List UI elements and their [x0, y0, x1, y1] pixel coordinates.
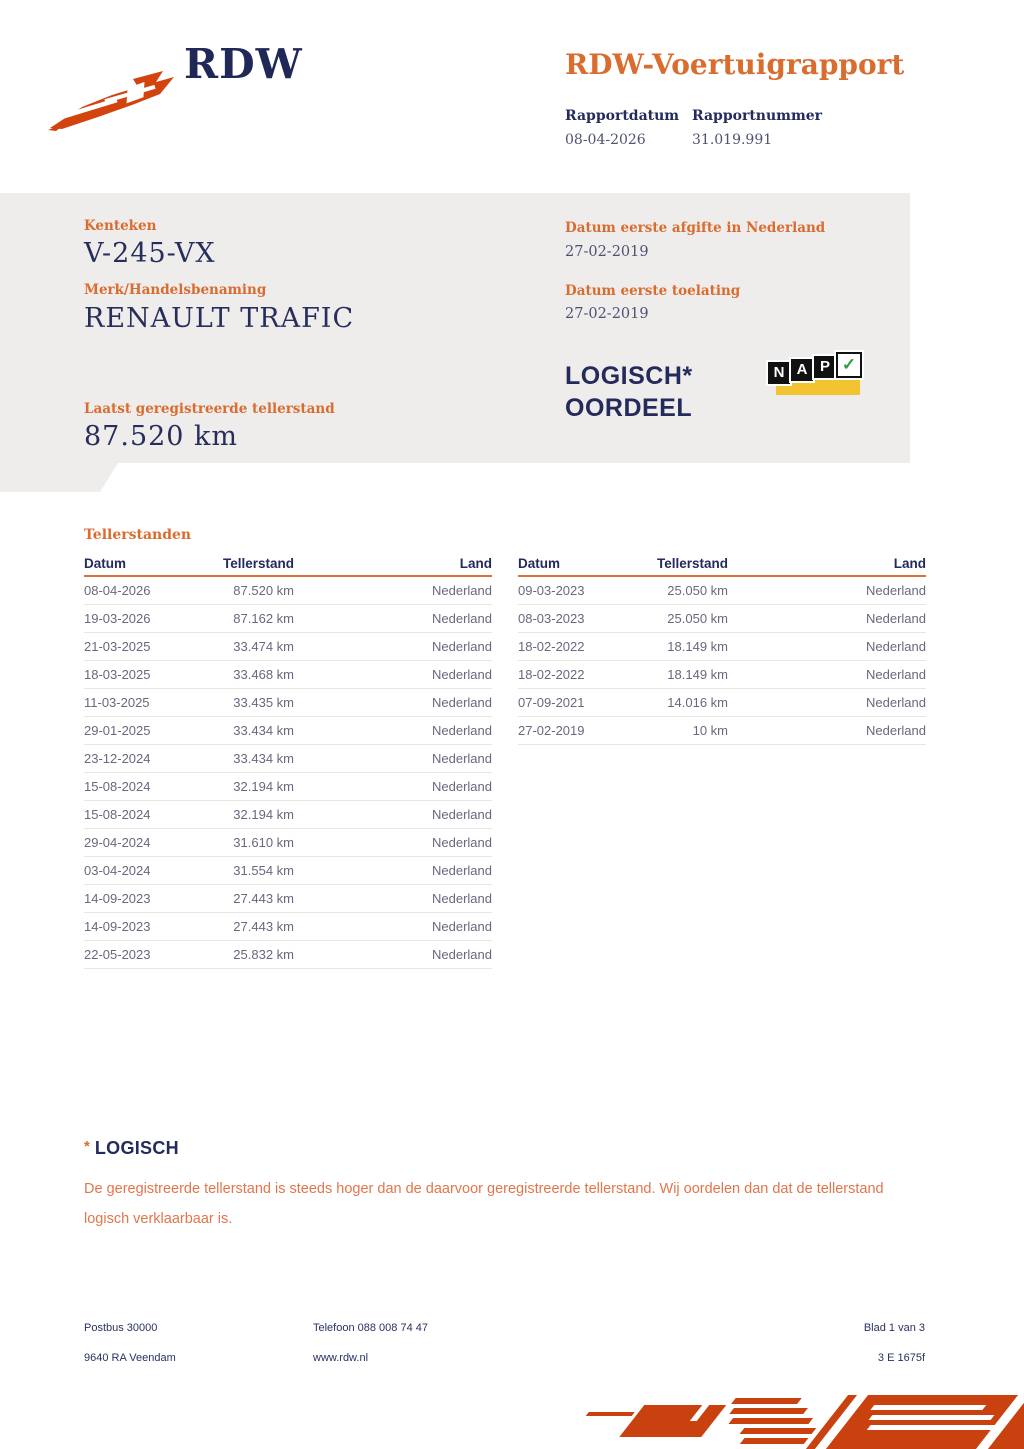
table-row	[84, 941, 492, 969]
table-row	[518, 605, 926, 633]
toelating-value: 27-02-2019	[565, 306, 649, 322]
meter-date: 18-02-2022	[518, 639, 585, 654]
meter-country: Nederland	[432, 807, 492, 822]
nap-check-icon: ✓	[836, 352, 862, 378]
table-row	[84, 745, 492, 773]
meter-reading: 14.016 km	[667, 695, 728, 710]
meter-country: Nederland	[432, 611, 492, 626]
meter-country: Nederland	[866, 667, 926, 682]
rdw-logo-swoosh-icon	[46, 50, 178, 134]
meter-country: Nederland	[432, 919, 492, 934]
meter-date: 03-04-2024	[84, 863, 151, 878]
col-header-land: Land	[459, 556, 492, 571]
meter-country: Nederland	[866, 611, 926, 626]
col-header-datum: Datum	[518, 556, 561, 571]
meter-date: 29-04-2024	[84, 835, 151, 850]
meter-country: Nederland	[866, 695, 926, 710]
report-date-label: Rapportdatum	[565, 108, 680, 124]
meter-date: 09-03-2023	[518, 583, 585, 598]
meter-date: 21-03-2025	[84, 639, 151, 654]
table-row	[84, 773, 492, 801]
meter-country: Nederland	[866, 639, 926, 654]
meter-country: Nederland	[432, 723, 492, 738]
meter-date: 14-09-2023	[84, 919, 151, 934]
meter-date: 08-03-2023	[518, 611, 585, 626]
footer-phone: Telefoon 088 008 74 47	[313, 1322, 428, 1334]
oordeel-text	[565, 360, 693, 424]
meter-reading: 33.435 km	[233, 695, 294, 710]
meter-date: 27-02-2019	[518, 723, 585, 738]
table-row	[518, 577, 926, 605]
table-row	[84, 661, 492, 689]
meter-reading: 25.832 km	[233, 947, 294, 962]
table-row	[518, 689, 926, 717]
tellerstanden-table-right	[518, 551, 926, 745]
tellerstanden-section-title: Tellerstanden	[84, 527, 192, 543]
table-row	[518, 717, 926, 745]
table-row	[84, 577, 492, 605]
meter-date: 11-03-2025	[84, 695, 150, 710]
meter-reading: 25.050 km	[667, 583, 728, 598]
merk-label: Merk/Handelsbenaming	[84, 282, 267, 298]
meter-reading: 31.554 km	[233, 863, 294, 878]
meter-date: 15-08-2024	[84, 779, 151, 794]
meter-date: 08-04-2026	[84, 583, 151, 598]
table-row	[84, 717, 492, 745]
meter-country: Nederland	[432, 751, 492, 766]
meter-reading: 31.610 km	[233, 835, 294, 850]
meter-reading: 32.194 km	[233, 807, 294, 822]
footer-address-line2: 9640 RA Veendam	[84, 1352, 176, 1364]
footer-website: www.rdw.nl	[313, 1352, 369, 1364]
meter-country: Nederland	[432, 695, 492, 710]
meter-country: Nederland	[866, 583, 926, 598]
meter-reading: 33.434 km	[233, 751, 294, 766]
meter-reading: 33.468 km	[233, 667, 294, 682]
table-header	[84, 551, 492, 577]
rdw-bottom-stripes-icon	[584, 1390, 1024, 1449]
table-row	[84, 801, 492, 829]
col-header-datum: Datum	[84, 556, 127, 571]
meter-country: Nederland	[866, 723, 926, 738]
kenteken-label: Kenteken	[84, 218, 157, 234]
meter-date: 14-09-2023	[84, 891, 151, 906]
report-date-value: 08-04-2026	[565, 132, 646, 148]
meter-reading: 87.162 km	[233, 611, 294, 626]
report-number-label: Rapportnummer	[692, 108, 823, 124]
table-row	[84, 857, 492, 885]
table-row	[84, 829, 492, 857]
meter-country: Nederland	[432, 779, 492, 794]
oordeel-line1: LOGISCH*	[565, 362, 693, 390]
table-row	[84, 689, 492, 717]
page-footer	[84, 1322, 925, 1382]
logisch-heading	[84, 1138, 179, 1159]
merk-value: RENAULT TRAFIC	[84, 303, 355, 334]
nap-letter-a: A	[789, 357, 815, 383]
table-row	[84, 885, 492, 913]
meter-country: Nederland	[432, 835, 492, 850]
meter-country: Nederland	[432, 667, 492, 682]
nap-letter-p: P	[812, 354, 838, 380]
meter-country: Nederland	[432, 863, 492, 878]
meter-reading: 25.050 km	[667, 611, 728, 626]
nap-letter-n: N	[766, 360, 792, 386]
meter-date: 29-01-2025	[84, 723, 151, 738]
footer-page-number: Blad 1 van 3	[863, 1322, 925, 1334]
meter-reading: 18.149 km	[667, 667, 728, 682]
tellerstanden-table-left	[84, 551, 492, 969]
rdw-logo-text: RDW	[184, 40, 303, 88]
table-row	[84, 605, 492, 633]
meter-date: 18-03-2025	[84, 667, 151, 682]
footer-address-line1: Postbus 30000	[84, 1322, 158, 1334]
logisch-asterisk: *	[84, 1138, 90, 1155]
logisch-title: LOGISCH	[94, 1138, 179, 1158]
meter-country: Nederland	[432, 947, 492, 962]
meter-country: Nederland	[432, 583, 492, 598]
meter-country: Nederland	[432, 639, 492, 654]
col-header-tellerstand: Tellerstand	[222, 556, 294, 571]
oordeel-line2: OORDEEL	[565, 394, 693, 422]
meter-reading: 10 km	[692, 723, 728, 738]
table-header	[518, 551, 926, 577]
nap-logo	[766, 352, 864, 400]
meter-date: 07-09-2021	[518, 695, 585, 710]
meter-reading: 87.520 km	[233, 583, 294, 598]
meter-country: Nederland	[432, 891, 492, 906]
kenteken-value: V-245-VX	[84, 238, 216, 269]
table-row	[518, 633, 926, 661]
toelating-label: Datum eerste toelating	[565, 283, 741, 299]
meter-date: 15-08-2024	[84, 807, 151, 822]
meter-reading: 27.443 km	[233, 919, 294, 934]
col-header-tellerstand: Tellerstand	[656, 556, 728, 571]
meter-reading: 27.443 km	[233, 891, 294, 906]
logisch-explanation-text: De geregistreerde tellerstand is steeds hoger dan de daarvoor geregistreerde tellerstand. Wij oordelen dan dat de tellerstand logisch verklaarbaar is.	[84, 1181, 884, 1227]
meter-reading: 33.434 km	[233, 723, 294, 738]
afgifte-value: 27-02-2019	[565, 244, 649, 260]
report-number-value: 31.019.991	[692, 132, 773, 148]
meter-reading: 33.474 km	[233, 639, 294, 654]
table-row	[518, 661, 926, 689]
meter-date: 19-03-2026	[84, 611, 151, 626]
document-title: RDW-Voertuigrapport	[565, 48, 905, 81]
meter-reading: 18.149 km	[667, 639, 728, 654]
footer-form-code: 3 E 1675f	[877, 1352, 925, 1364]
meter-date: 18-02-2022	[518, 667, 585, 682]
table-row	[84, 913, 492, 941]
laatste-tellerstand-label: Laatst geregistreerde tellerstand	[84, 401, 335, 417]
laatste-tellerstand-value: 87.520 km	[84, 421, 239, 452]
col-header-land: Land	[893, 556, 926, 571]
report-meta	[565, 108, 822, 148]
meter-reading: 32.194 km	[233, 779, 294, 794]
meter-date: 22-05-2023	[84, 947, 151, 962]
meter-date: 23-12-2024	[84, 751, 151, 766]
afgifte-label: Datum eerste afgifte in Nederland	[565, 220, 826, 236]
table-row	[84, 633, 492, 661]
